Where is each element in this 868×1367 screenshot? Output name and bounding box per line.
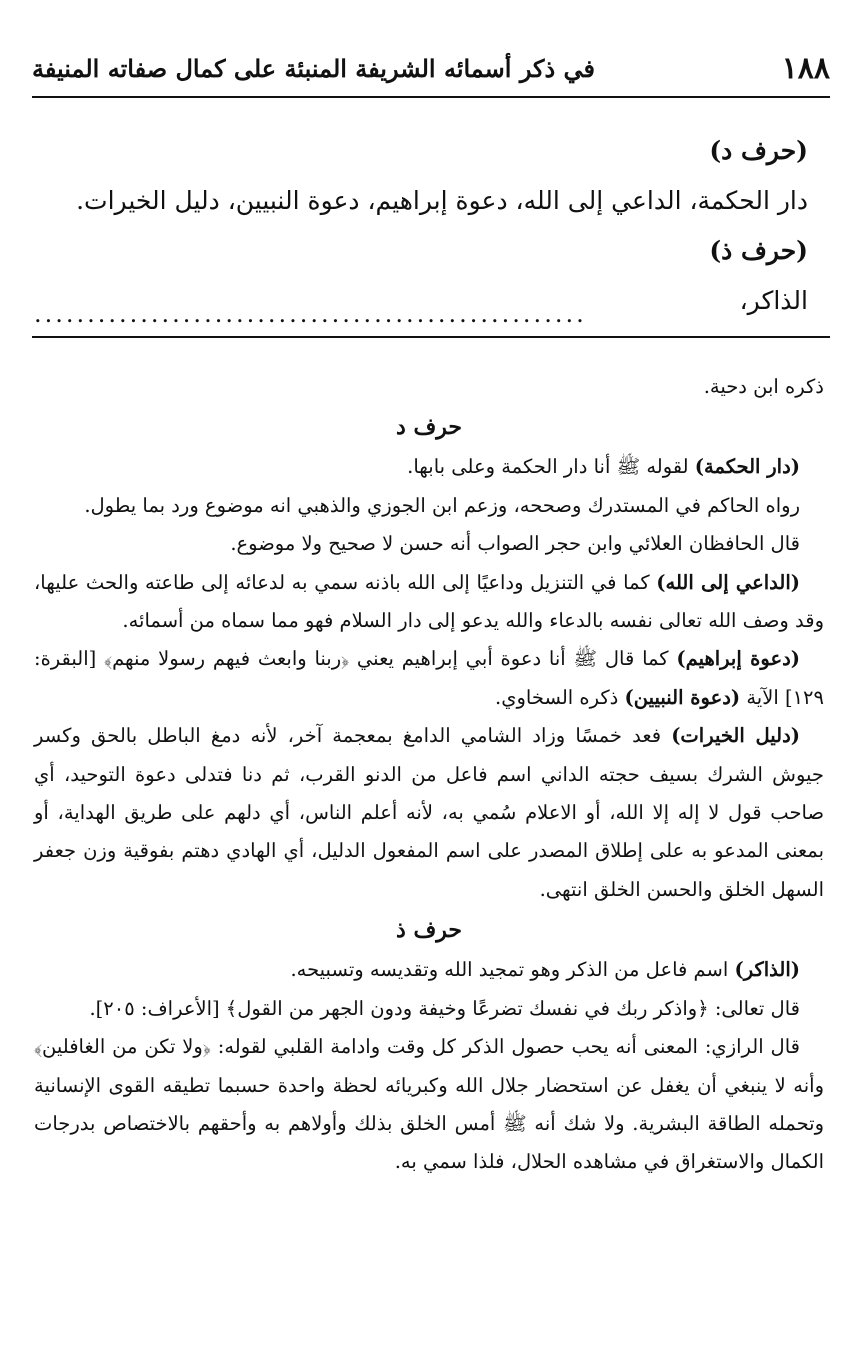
page-header — [32, 40, 830, 98]
page-number: ١٨٨ — [781, 50, 830, 86]
paragraph-al-dai — [34, 564, 824, 641]
heading-dhal: (حرف ذ) — [709, 236, 808, 265]
text-dawat-nabiyyin: ذكره السخاوي. — [495, 685, 625, 709]
paragraph-quran-araf: قال تعالى: ﴿واذكر ربك في نفسك تضرعًا وخيفة ودون الجهر من القول﴾ [الأعراف: ٢٠٥]. — [89, 996, 800, 1020]
term-al-dhakir: (الذاكر) — [734, 958, 800, 982]
term-dawat-nabiyyin: (دعوة النبيين) — [624, 685, 741, 709]
paragraph-al-dhakir — [34, 951, 824, 989]
paragraph-dawat-ibrahim — [34, 640, 824, 717]
paragraph-ibn-dihya: ذكره ابن دحية. — [703, 375, 824, 398]
paragraph-hakim: رواه الحاكم في المستدرك وصححه، وزعم ابن الجوزي والذهبي انه موضوع ورد بما يطول. — [84, 493, 800, 517]
text-dalil-khayrat: فعد خمسًا وزاد الشامي الدامغ بمعجمة آخر، لأنه دمغ الباطل بالحق وكسر جيوش الشرك بسيف حجته الداني اسم فاعل من الدنو القرب، ثم دنا فتدلى دعوة التوحيد، أي صاحب قول لا إله إلا الله، أو الاعلام سُمي به، لأنه أعلم الناس، أي دلهم على طريق الهداية، أو بمعنى المدعو به على إطلاق المصدر على اسم المفعول الدليل، أي الهادي دهتم بفوقية وزن جعفر السهل الخلق والحسن الخلق انتهى. — [34, 724, 824, 901]
term-dawat-ibrahim: (دعوة إبراهيم) — [676, 647, 800, 671]
heading-dal: (حرف د) — [709, 136, 808, 165]
paragraph-razi: قال الرازي: المعنى أنه يحب حصول الذكر كل وقت وادامة القلبي لقوله: ﴿ولا تكن من الغافلين﴾ وأنه لا ينبغي أن يغفل عن استحضار جلال الله وكبريائه لحظة واحدة حسبما تطيقه القوى الإنسانية وتحمله الطاقة البشرية. ولا شك أنه ﷺ أمس الخلق بذلك وأولاهم به وأحقهم بالاختصاص بدرجات الكمال والاستغراق في مشاهده الحلال، فلذا سمي به. — [34, 1035, 824, 1174]
paragraph-alai: قال الحافظان العلائي وابن حجر الصواب أنه حسن لا صحيح ولا موضوع. — [230, 532, 800, 556]
paragraph-dar-al-hikma — [34, 448, 824, 486]
running-title: في ذكر أسمائه الشريفة المنبئة على كمال صفاته المنيفة — [32, 53, 596, 83]
term-dar-al-hikma: (دار الحكمة) — [694, 455, 800, 479]
dotted-leader: .................................................... — [34, 300, 587, 328]
subheading-dal: حرف د — [396, 414, 462, 441]
names-dal: دار الحكمة، الداعي إلى الله، دعوة إبراهيم، دعوة النبيين، دليل الخيرات. — [76, 186, 808, 215]
names-dhal: الذاكر، — [739, 286, 808, 315]
names-summary — [34, 126, 808, 326]
text-dawat-ibrahim: كما قال ﷺ أنا دعوة أبي إبراهيم يعني ﴿ربنا وابعث فيهم رسولا منهم﴾ [البقرة: ١٢٩] الآية — [34, 647, 824, 709]
paragraph-dalil-khayrat — [34, 717, 824, 909]
section-divider — [32, 336, 830, 338]
term-dalil-khayrat: (دليل الخيرات) — [671, 724, 800, 748]
text-al-dai: كما في التنزيل وداعيًا إلى الله باذنه سمي به لدعائه إلى طاعته والحث عليها، وقد وصف الله تعالى نفسه بالدعاء والله يدعو إلى دار السلام فهو مما سماه من أسمائه. — [34, 570, 824, 633]
commentary-body — [34, 368, 824, 1182]
text-dar-al-hikma: لقوله ﷺ أنا دار الحكمة وعلى بابها. — [407, 455, 695, 479]
term-al-dai: (الداعي إلى الله) — [656, 570, 800, 594]
text-al-dhakir: اسم فاعل من الذكر وهو تمجيد الله وتقديسه وتسبيحه. — [290, 958, 735, 982]
subheading-dhal: حرف ذ — [396, 917, 462, 944]
